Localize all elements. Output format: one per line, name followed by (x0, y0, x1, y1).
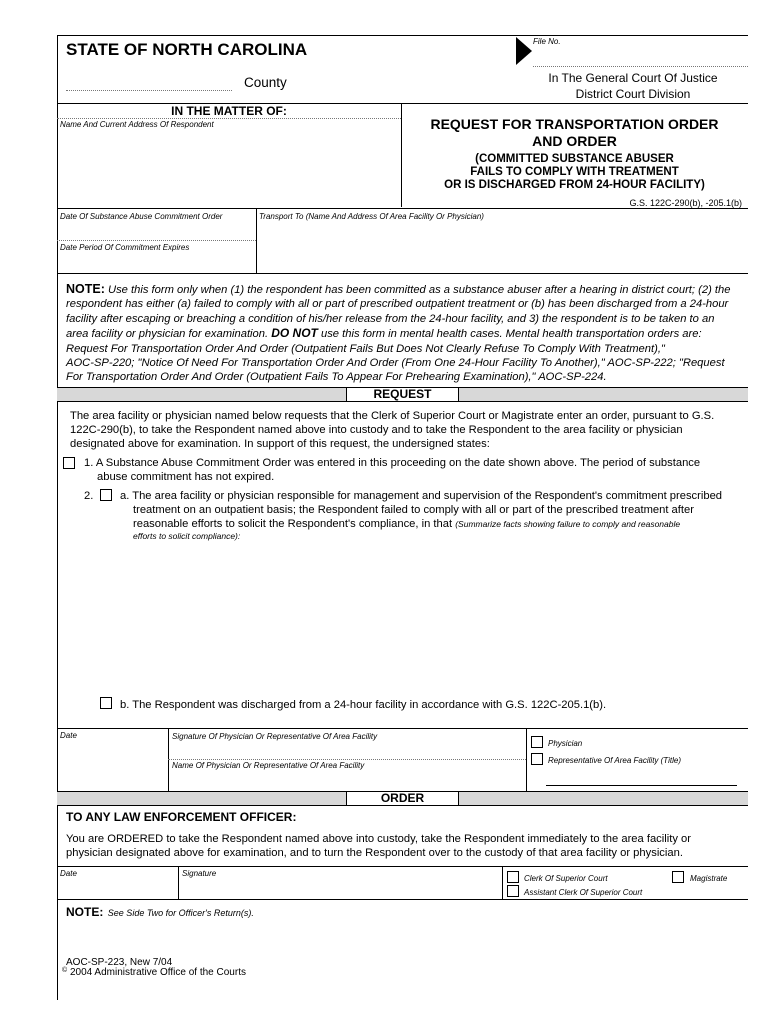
item1-text (84, 456, 700, 484)
form-number: AOC-SP-223, New 7/04 (66, 957, 173, 968)
fields-bottom-rule (57, 273, 748, 274)
form-subtitle-line3: OR IS DISCHARGED FROM 24-HOUR FACILITY) (444, 179, 705, 191)
request-intro-line2: 122C-290(b), to take the Respondent named above into custody and to take the Respondent to the area facility or physician (70, 424, 683, 436)
copyright-text: 2004 Administrative Office of the Courts (69, 967, 246, 978)
item2a-hint-2: efforts to solicit compliance): (133, 531, 241, 541)
respondent-label: Name And Current Address Of Respondent (60, 120, 214, 129)
footer-note (66, 903, 254, 921)
commitment-date-field[interactable] (60, 224, 252, 238)
order-text (66, 832, 746, 860)
note-block (66, 282, 746, 385)
copyright-symbol: © (62, 967, 68, 974)
note-label: NOTE: (66, 282, 105, 296)
order-text-line2: physician designated above for examination, and to turn the Respondent over to the custody of that area facility or physician. (66, 847, 683, 859)
magistrate-label: Magistrate (690, 874, 728, 883)
order-text-line1: You are ORDERED to take the Respondent named above into custody, take the Respondent immediately to the area facility or (66, 833, 691, 845)
item2a-hint-1: (Summarize facts showing failure to comply and reasonable (455, 519, 681, 529)
transport-to-field[interactable] (260, 224, 746, 270)
form-title-line1: REQUEST FOR TRANSPORTATION ORDER (430, 116, 719, 132)
request-name-field[interactable] (172, 773, 522, 788)
note-line-4-pre: area facility or physician for examination. (66, 328, 269, 341)
item2b-text: b. The Respondent was discharged from a 24-hour facility in accordance with G.S. 122C-205.1(b). (120, 699, 607, 711)
court-line-2: District Court Division (575, 87, 691, 101)
note-line-3: facility after escaping or breaching a condition of his/her release from the 24-hour facility, and 3) the respondent is to be taken to an (66, 312, 715, 325)
request-intro-line1: The area facility or physician named below requests that the Clerk of Superior Court or Magistrate enter an order, pursuant to G.S. (70, 410, 715, 422)
matter-rule (57, 118, 401, 119)
item2a-line2: treatment on an outpatient basis; the Respondent failed to comply with all or part of the prescribed treatment after (133, 504, 694, 516)
note-line-4 (66, 326, 746, 341)
magistrate-checkbox[interactable] (672, 871, 684, 883)
matter-heading: IN THE MATTER OF: (171, 104, 287, 118)
expires-field[interactable] (60, 255, 252, 270)
order-sig-divider-1 (178, 866, 179, 899)
file-no-label: File No. (533, 37, 561, 46)
order-signature-field[interactable] (182, 880, 498, 896)
representative-label: Representative Of Area Facility (Title) (548, 756, 682, 765)
request-signature-label: Signature Of Physician Or Representative Of Area Facility (172, 732, 378, 741)
copyright (62, 967, 246, 978)
state-heading: STATE OF NORTH CAROLINA (66, 40, 308, 59)
commitment-date-rule (57, 240, 256, 241)
expires-label: Date Period Of Commitment Expires (60, 243, 190, 252)
physician-label: Physician (548, 739, 583, 748)
item2b-checkbox[interactable] (100, 697, 112, 709)
order-heading: ORDER (346, 792, 459, 805)
order-date-label: Date (60, 869, 77, 878)
commitment-date-label: Date Of Substance Abuse Commitment Order (60, 212, 223, 221)
item2a-text (120, 489, 722, 542)
item2a-checkbox[interactable] (100, 489, 112, 501)
item2a-line3-text: reasonable efforts to solicit the Respondent's compliance, in that (133, 518, 453, 530)
transport-to-label: Transport To (Name And Address Of Area Facility Or Physician) (259, 212, 484, 221)
file-no-field[interactable] (533, 66, 748, 67)
item1-line1: 1. A Substance Abuse Commitment Order was entered in this proceeding on the date shown above. The period of substance (84, 457, 701, 469)
county-label: County (244, 75, 287, 90)
order-sig-bottom-rule (57, 899, 748, 900)
representative-checkbox[interactable] (531, 753, 543, 765)
item1-checkbox[interactable] (63, 457, 75, 469)
respondent-field[interactable] (60, 132, 398, 204)
note-line-2: respondent has either (a) failed to comply with all or part of prescribed outpatient treatment or (b) has been discharged from a 24-hour (66, 298, 729, 311)
order-sig-top-rule (57, 866, 748, 867)
item2a-line3 (120, 517, 722, 531)
top-rule (57, 35, 748, 36)
assistant-clerk-label: Assistant Clerk Of Superior Court (524, 888, 643, 897)
note-line-5: Request For Transportation Order And Order (Outpatient Fails But Does Not Clearly Refuse To Comply With Treatment)," (66, 342, 665, 355)
request-signature-field[interactable] (172, 743, 522, 757)
order-signature-label: Signature (182, 869, 217, 878)
request-intro (70, 409, 740, 451)
request-sig-top-rule (57, 728, 748, 729)
form-subtitle-line2: FAILS TO COMPLY WITH TREATMENT (470, 166, 679, 178)
note-do-not: DO NOT (271, 326, 318, 341)
note-line-7: For Transportation Order And Order (Outpatient Fails To Appear For Prehearing Examination)," AOC-SP-224. (66, 371, 607, 384)
request-date-field[interactable] (60, 743, 164, 787)
note-line-4-post: use this form in mental health cases. Mental health transportation orders are: (320, 328, 702, 341)
court-line-1: In The General Court Of Justice (548, 71, 718, 85)
footer-note-label: NOTE: (66, 905, 104, 919)
request-sig-divider-2 (526, 728, 527, 791)
to-officer-heading: TO ANY LAW ENFORCEMENT OFFICER: (66, 810, 297, 824)
form-subtitle-line1: (COMMITTED SUBSTANCE ABUSER (475, 153, 674, 165)
representative-title-line[interactable] (546, 785, 737, 786)
request-heading: REQUEST (346, 388, 459, 401)
request-intro-line3: designated above for examination. In support of this request, the undersigned states: (70, 438, 490, 450)
order-sig-divider-2 (502, 866, 503, 899)
form-title (401, 116, 748, 192)
request-signature-rule (168, 759, 526, 760)
fields-top-rule (57, 208, 748, 209)
assistant-clerk-checkbox[interactable] (507, 885, 519, 897)
item2a-line1: a. The area facility or physician responsible for management and supervision of the Respondent's commitment prescribed (120, 490, 723, 502)
clerk-label: Clerk Of Superior Court (524, 874, 608, 883)
left-margin-line (57, 35, 58, 1000)
item1-line2: abuse commitment has not expired. (97, 471, 275, 483)
request-date-label: Date (60, 731, 77, 740)
note-line-1 (66, 282, 746, 297)
fields-divider (256, 208, 257, 273)
request-name-label: Name Of Physician Or Representative Of Area Facility (172, 761, 365, 770)
county-blank[interactable] (66, 90, 232, 91)
item2-number: 2. (84, 490, 94, 502)
clerk-checkbox[interactable] (507, 871, 519, 883)
note-line-6: AOC-SP-220; "Notice Of Need For Transportation Order And Order (From One 24-Hour Facility To Another)," AOC-SP-222; "Request (66, 357, 725, 370)
form-title-line2: AND ORDER (532, 133, 617, 149)
file-no-arrow-icon (516, 37, 532, 65)
note-line-1-text: Use this form only when (1) the respondent has been committed as a substance abuser after a hearing in district court; (2) the (108, 284, 731, 296)
order-date-field[interactable] (60, 880, 174, 896)
statute-citation: G.S. 122C-290(b), -205.1(b) (629, 198, 742, 208)
item2a-facts-field[interactable] (133, 545, 743, 690)
physician-checkbox[interactable] (531, 736, 543, 748)
footer-note-text: See Side Two for Officer's Return(s). (107, 908, 254, 918)
